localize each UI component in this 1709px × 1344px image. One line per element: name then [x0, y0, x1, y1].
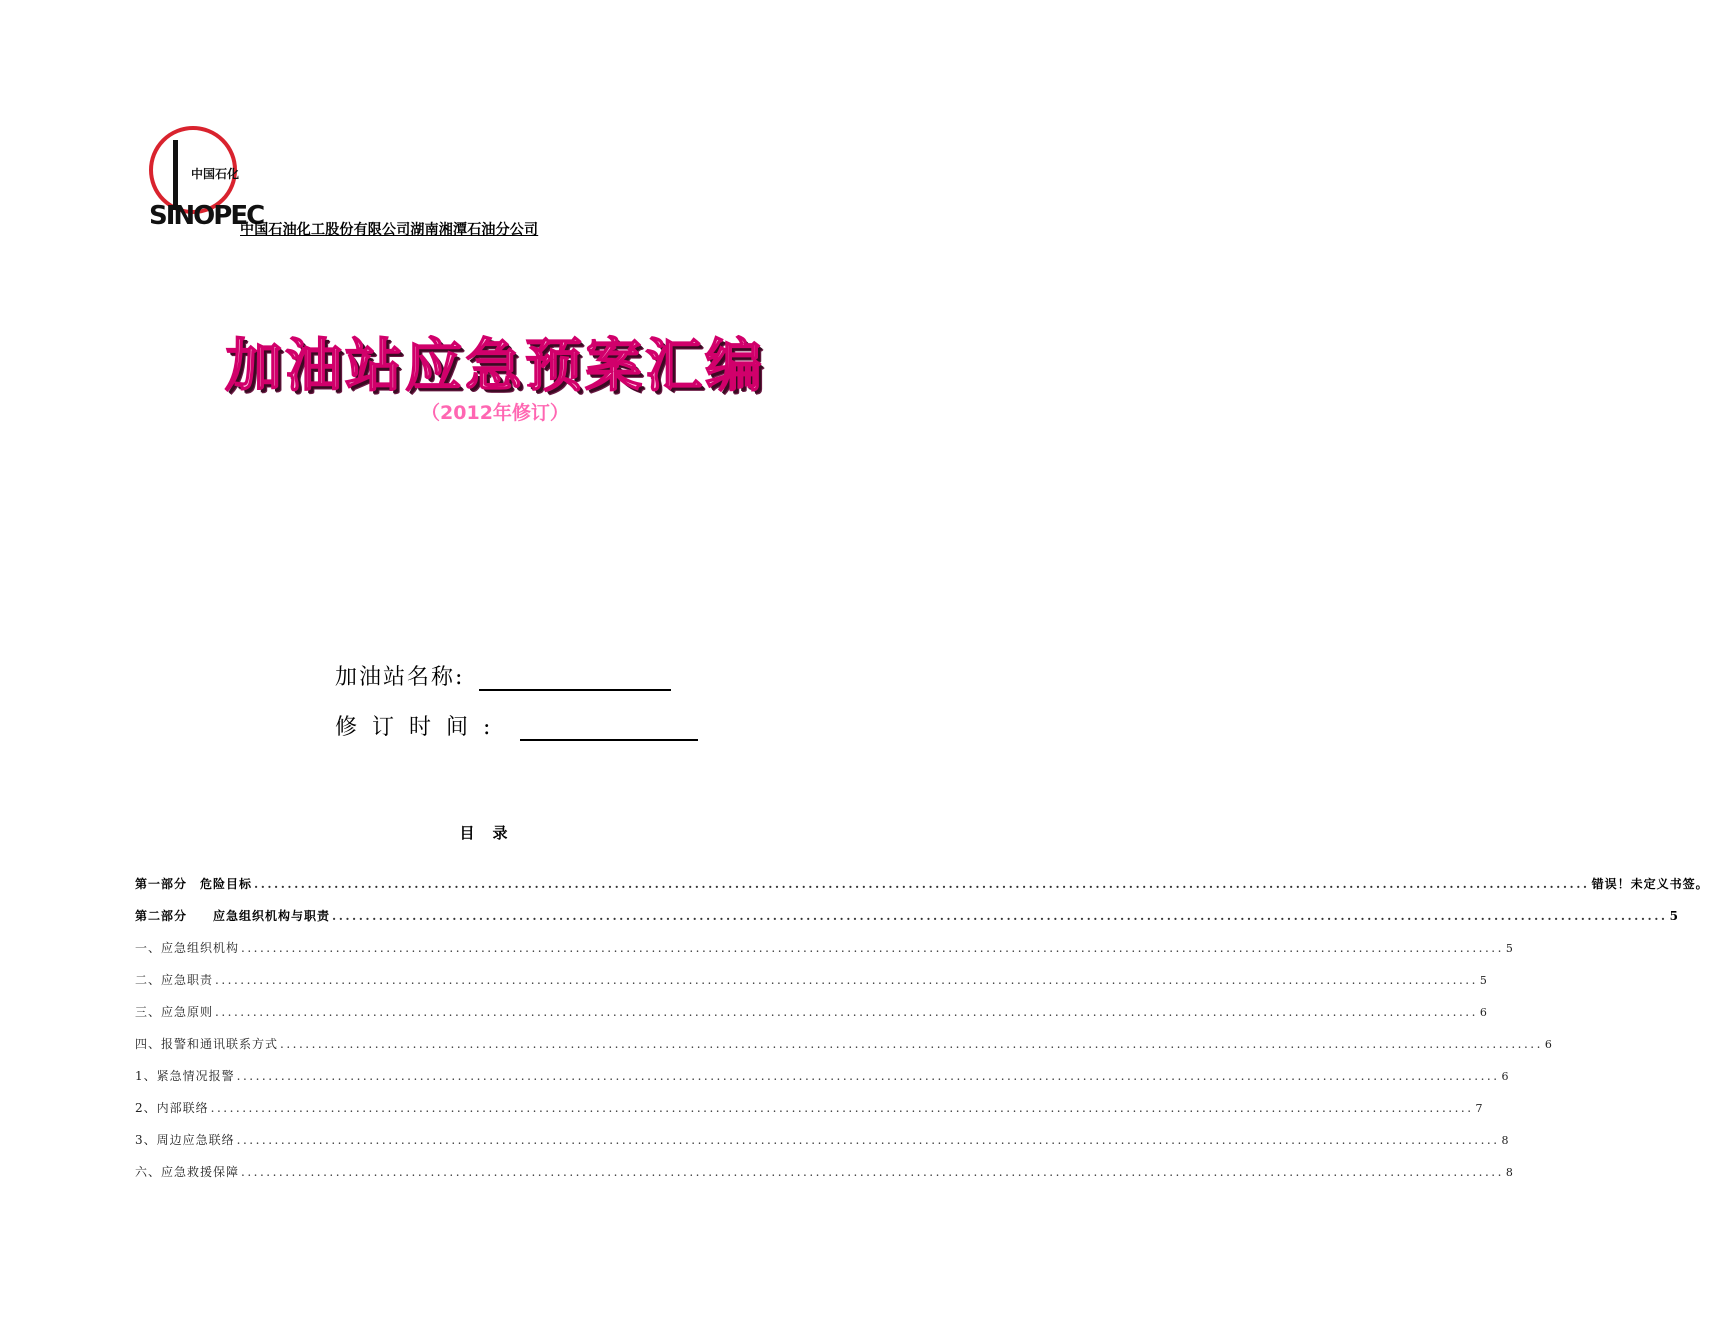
- toc-entry[interactable]: [135, 1003, 1487, 1035]
- toc-entry-text: 第一部分 危险目标: [135, 877, 253, 891]
- toc-leader-dots: ........................................................................................................................................................................................................: [215, 973, 1478, 987]
- revision-time-field: [335, 710, 698, 741]
- table-of-contents: [135, 875, 1709, 1195]
- toc-leader-dots: ........................................................................................................................................................................................................: [241, 1165, 1504, 1179]
- toc-entry-text: 三、应急原则: [135, 1005, 214, 1019]
- revision-time-blank-line: [520, 717, 698, 741]
- toc-entry-text: 六、应急救援保障: [135, 1165, 240, 1179]
- station-name-field: [335, 660, 671, 691]
- revision-time-label: 修订时间:: [335, 715, 506, 740]
- toc-entry-text: 第二部分 应急组织机构与职责: [135, 909, 331, 923]
- toc-leader-dots: ........................................................................................................................................................................................................: [254, 877, 1590, 891]
- logo-chinese-mark: 中国石化: [191, 167, 240, 181]
- toc-leader-dots: ........................................................................................................................................................................................................: [332, 909, 1668, 923]
- toc-leader-dots: ........................................................................................................................................................................................................: [236, 1069, 1500, 1083]
- toc-entry[interactable]: [135, 1099, 1483, 1131]
- toc-entry-text: 四、报警和通讯联系方式: [135, 1037, 279, 1051]
- toc-entry-text: 1、紧急情况报警: [135, 1069, 235, 1083]
- logo-brand-text: SINOPEC: [149, 201, 264, 231]
- toc-entry[interactable]: [135, 1067, 1509, 1099]
- toc-leader-dots: ........................................................................................................................................................................................................: [236, 1133, 1500, 1147]
- toc-entry-page: 8: [1505, 1166, 1513, 1179]
- toc-leader-dots: ........................................................................................................................................................................................................: [241, 941, 1504, 955]
- toc-heading: 目录: [459, 824, 526, 842]
- toc-leader-dots: ........................................................................................................................................................................................................: [210, 1101, 1474, 1115]
- toc-entry[interactable]: [135, 1131, 1509, 1163]
- page-subtitle: （2012年修订）: [421, 402, 569, 424]
- toc-entry-page: 错误！未定义书签。: [1591, 877, 1709, 891]
- toc-entry[interactable]: [135, 907, 1679, 939]
- toc-entry-page: 6: [1501, 1070, 1509, 1083]
- toc-entry-page: 6: [1479, 1006, 1487, 1019]
- toc-entry-page: 8: [1501, 1134, 1509, 1147]
- toc-leader-dots: ........................................................................................................................................................................................................: [280, 1037, 1543, 1051]
- toc-leader-dots: ........................................................................................................................................................................................................: [215, 1005, 1478, 1019]
- toc-entry-page: 5: [1479, 974, 1487, 987]
- station-name-blank-line: [479, 667, 671, 691]
- toc-entry[interactable]: [135, 939, 1513, 971]
- station-name-label: 加油站名称:: [335, 665, 465, 690]
- toc-entry-text: 2、内部联络: [135, 1101, 209, 1115]
- toc-entry-text: 3、周边应急联络: [135, 1133, 235, 1147]
- toc-entry-page: 5: [1505, 942, 1513, 955]
- toc-entry[interactable]: [135, 971, 1487, 1003]
- toc-entry-page: 5: [1669, 909, 1679, 923]
- page-title: 加油站应急预案汇编: [225, 333, 765, 399]
- toc-entry[interactable]: [135, 1163, 1513, 1195]
- toc-entry[interactable]: [135, 1035, 1552, 1067]
- toc-entry-text: 二、应急职责: [135, 973, 214, 987]
- toc-entry[interactable]: [135, 875, 1709, 907]
- toc-entry-page: 7: [1475, 1102, 1483, 1115]
- company-name: 中国石油化工股份有限公司湖南湘潭石油分公司: [240, 222, 539, 238]
- toc-entry-page: 6: [1544, 1038, 1552, 1051]
- toc-entry-text: 一、应急组织机构: [135, 941, 240, 955]
- sinopec-logo: [145, 120, 264, 231]
